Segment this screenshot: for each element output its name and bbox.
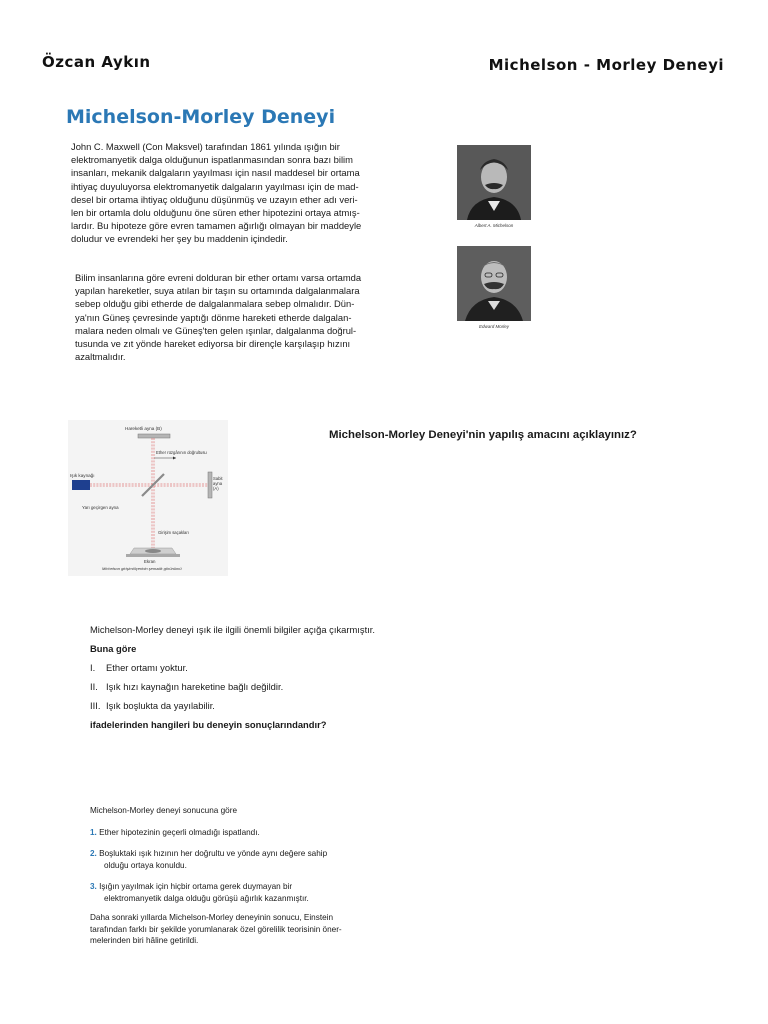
portrait-caption: Edward Morley xyxy=(478,324,509,329)
text-line: desel bir ortama ihtiyaç olduğunu düşünmüş ve uzayın ether adı veri- xyxy=(71,193,358,205)
question-2-intro: Michelson-Morley deneyi ışık ile ilgili önemli bilgiler açığa çıkarmıştır. xyxy=(90,624,375,635)
ether-wind-label: Ether rüzgârının doğrultusu xyxy=(156,450,207,455)
text-line: len bir ortamla dolu olduğunu öne süren ether hipotezini ortaya atmış- xyxy=(71,207,360,219)
portrait-morley xyxy=(457,246,531,321)
text-line: sebep olduğu gibi etherde de dalgalanmalara sebep olmalıdır. Dün- xyxy=(75,298,355,310)
text-line: yapılan hareketler, suya atılan bir taşın su ortamında dalgalanmalara xyxy=(75,285,360,297)
question-2-item: II. Işık hızı kaynağın hareketine bağlı değildir. xyxy=(90,681,284,692)
question-2-item: III. Işık boşlukta da yayılabilir. xyxy=(90,700,215,711)
question-2-ask: ifadelerinden hangileri bu deneyin sonuçlarındandır? xyxy=(90,719,327,730)
text-line: ihtiyaç duyuluyorsa elektromanyetik dalgaların yayılması için de mad- xyxy=(71,180,359,192)
author-name: Özcan Aykın xyxy=(42,53,151,71)
question-2-item: I. Ether ortamı yoktur. xyxy=(90,662,188,673)
answer-block xyxy=(90,805,390,947)
text-line: insanları, mekanik dalgaların yayılması için nasıl maddesel bir ortama xyxy=(71,167,360,179)
ether-paragraph xyxy=(75,271,415,363)
text-line: John C. Maxwell (Con Maksvel) tarafından 1861 yılında ışığın bir xyxy=(71,141,340,152)
question-1: Michelson-Morley Deneyi'nin yapılış amacını açıklayınız? xyxy=(329,429,637,441)
half-mirror-label: Yarı geçirgen ayna xyxy=(82,505,119,510)
diagram-caption: Michelson girişimölçerinin şematik görünümü xyxy=(102,566,182,571)
question-2 xyxy=(90,620,410,734)
portrait-michelson xyxy=(457,145,531,220)
text-line: tusunda ve zıt yönde hareket ediyorsa bir dirençle karşılaşıp hızını xyxy=(75,338,351,350)
screen-label: Ekran xyxy=(144,559,156,564)
answer-item: 3. Işığın yayılmak için hiçbir ortama gerek duymayan bir elektromanyetik dalga olduğu görüşü ağırlık kazanmıştır. xyxy=(90,882,309,903)
moving-mirror-label: Hareketli ayna (B) xyxy=(125,426,162,431)
fringes-label: Girişim saçakları xyxy=(158,530,189,535)
text-line: malara neden olmalı ve Güneş'ten gelen ışınlar, dalgalanma doğrul- xyxy=(75,324,357,336)
intro-paragraph xyxy=(71,140,401,246)
light-source xyxy=(72,480,90,490)
answer-intro: Michelson-Morley deneyi sonucuna göre xyxy=(90,806,237,815)
text-line: ya'nın Güneş çevresinde yaptığı dönme hareketi etherde dalgalan- xyxy=(75,311,352,323)
topic-header: Michelson - Morley Deneyi xyxy=(488,56,724,74)
fixed-mirror-label: Sabit xyxy=(213,476,223,481)
portrait-caption: Albert A. Michelson xyxy=(474,223,514,228)
fixed-mirror-label: ayna xyxy=(213,481,223,486)
text-line: doludur ve evrendeki her şey bu maddenin içindedir. xyxy=(71,233,288,245)
answer-item: 2. Boşluktaki ışık hızının her doğrultu ve yönde aynı değere sahip olduğu ortaya konuldu. xyxy=(90,849,328,870)
fixed-mirror-label: (A) xyxy=(213,486,219,491)
text-line: lardır. Bu hipoteze göre evren tamamen ağırlığı olmayan bir maddeyle xyxy=(71,220,362,232)
fringes xyxy=(145,549,161,553)
text-line: Bilim insanlarına göre evreni dolduran bir ether ortamı varsa ortamda xyxy=(75,272,362,283)
text-line: elektromanyetik dalga olduğunun ispatlanmasından sonra bazı bilim xyxy=(71,154,353,166)
moving-mirror xyxy=(138,434,170,438)
text-line: azaltmalıdır. xyxy=(75,351,126,363)
page-title: Michelson-Morley Deneyi xyxy=(66,106,336,128)
question-2-lead: Buna göre xyxy=(90,643,137,654)
answer-item: 1. Ether hipotezinin geçerli olmadığı ispatlandı. xyxy=(90,827,260,837)
interferometer-diagram xyxy=(68,420,228,576)
light-source-label: Işık kaynağı xyxy=(70,473,95,478)
answer-closing: Daha sonraki yıllarda Michelson-Morley deneyinin sonucu, Einstein tarafından farklı bir şekilde yorumlanarak özel görelilik teorisinin öner- melerinden biri hâline getirildi. xyxy=(90,913,342,945)
fixed-mirror xyxy=(208,472,212,498)
